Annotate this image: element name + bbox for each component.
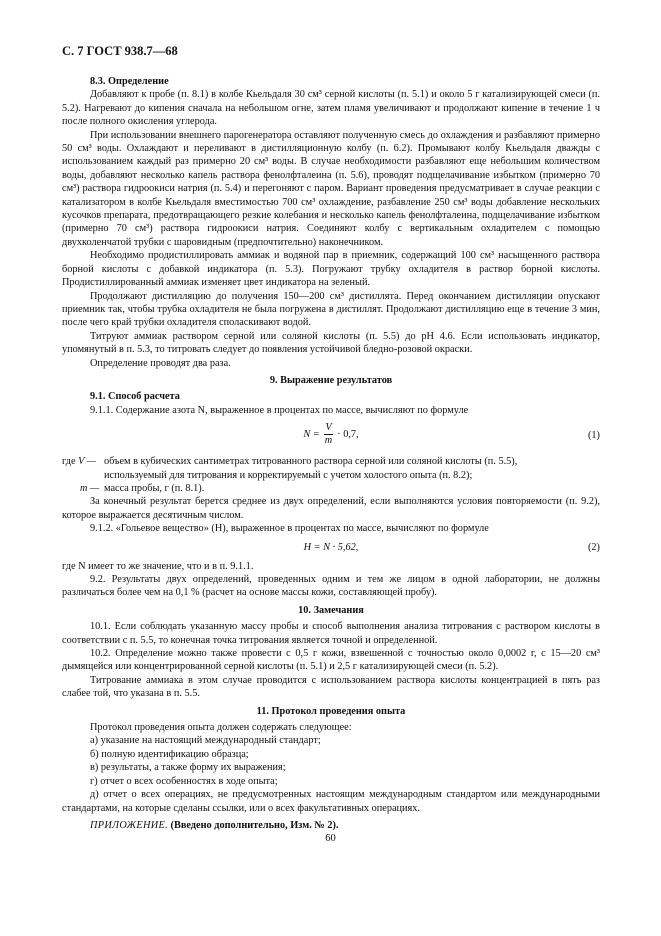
list-item: б) полную идентификацию образца; [90,748,249,760]
formula-expression: H = N · 5,62, [303,541,359,553]
section-11-heading: 11. Протокол проведения опыта [256,705,406,717]
formula-1 [62,420,600,452]
formula-lhs: N = [303,429,320,441]
list-item: а) указание на настоящий международный стандарт; [90,735,321,747]
definition-continuation: используемый для титрования и корректируемый с учетом холостого опыта (п. 8.2); [104,469,473,481]
formula-rhs: · 0,7, [337,429,359,441]
section-10-heading: 10. Замечания [298,604,364,616]
variable-definitions [62,455,600,495]
paragraph: Продолжают дистилляцию до получения 150—200 см³ дистиллята. Перед окончанием дистилляции опускают приемник так, чтобы трубка охладителя не была погружена в дистиллят. Продолжают дистилляцию еще в течение 3 мин, после чего край трубки охладителя споласкивают водой. [62,290,600,329]
paragraph: 9.2. Результаты двух определений, проведенных одним и тем же лицом в одной лаборатории, не должны различаться более чем на 0,1 % (расчет на основе массы кожи, составляющей пробу). [62,574,600,599]
section-8-3-heading: 8.3. Определение [90,76,169,87]
paragraph: 9.1.1. Содержание азота N, выраженное в процентах по массе, вычисляют по формуле [90,404,469,416]
definition-text: объем в кубических сантиметрах титрованного раствора серной или соляной кислоты (п. 5.5), [104,456,518,468]
fraction [324,422,332,447]
paragraph: Определение проводят два раза. [90,357,231,369]
section-9-1-heading: 9.1. Способ расчета [90,391,180,403]
paragraph: Необходимо продистиллировать аммиак и водяной пар в приемник, содержащий 100 см³ насыщенного раствора борной кислоты с добавкой индикатора (п. 5.3). Погружают трубку охладителя в раствор борной кислоты. Продистиллированный аммиак изменяет цвет индикатора на зеленый. [62,250,600,289]
paragraph: Протокол проведения опыта должен содержать следующее: [90,722,352,734]
paragraph: 10.1. Если соблюдать указанную массу пробы и способ выполнения анализа титрования с раствором кислоты в соответствии с п. 5.5, то конечная точка титрования является точной и определенной. [62,621,600,646]
paragraph: За конечный результат берется среднее из двух определений, если выполняются условия повторяемости (п. 9.2), которое выражается десятичным числом. [62,496,600,521]
paragraph: Добавляют к пробе (п. 8.1) в колбе Кьельдаля 30 см³ серной кислоты (п. 5.1) и около 5 г катализирующей смеси (п. 5.2). Нагревают до кипения сначала на небольшом огне, затем пламя увеличивают и продолжают кипение в течение 1 ч после полного окисления углерода. [62,89,600,128]
list-item: в) результаты, а также форму их выражения; [90,762,286,774]
page-number: 60 [325,833,336,844]
where-word: где [62,456,76,468]
section-9-heading: 9. Выражение результатов [269,374,393,386]
formula-2 [62,539,600,557]
appendix-label: ПРИЛОЖЕНИЕ. [90,819,168,831]
term-v: V — [78,456,96,468]
paragraph: 10.2. Определение можно также провести с 0,5 г кожи, взвешенной с точностью около 0,0002 г, с 15—20 см³ дымящейся или концентрированной серной кислоты (п. 5.1) и 2,5 г катализирующей смеси (п. 5.2). [62,648,600,673]
paragraph: где N имеет то же значение, что и в п. 9.1.1. [62,560,254,572]
fraction-numerator: V [325,422,332,434]
page-content [62,75,600,832]
term-m: m — [80,482,100,494]
fraction-denominator: m [324,435,333,447]
running-header: С. 7 ГОСТ 938.7—68 [62,44,178,58]
list-item: д) отчет о всех операциях, не предусмотренных настоящим международным стандартом или международными стандартами, на которые сделаны ссылки, или о всех факультативных операциях. [62,789,600,814]
paragraph: Титруют аммиак раствором серной или соляной кислоты (п. 5.5) до pH 4.6. Если использовать индикатор, упомянутый в п. 5.3, то титровать следует до появления устойчивой бледно-розовой окраски. [62,330,600,356]
appendix-note [90,819,600,832]
appendix-amendment: (Введено дополнительно, Изм. № 2). [170,819,339,831]
paragraph: 9.1.2. «Гольевое вещество» (H), выраженное в процентах по массе, вычисляют по формуле [90,523,489,535]
definition-term [62,455,104,468]
definition-text: масса пробы, г (п. 8.1). [104,482,205,494]
paragraph: Титрование аммиака в этом случае проводится с использованием раствора кислоты концентрацией в пять раз слабее той, что указана в п. 5.5. [62,674,600,700]
formula-number: (1) [587,430,600,442]
list-item: г) отчет о всех особенностях в ходе опыта; [90,775,278,787]
definition-term [62,482,104,495]
paragraph: При использовании внешнего парогенератора оставляют полученную смесь до охлаждения и разбавляют примерно 50 см³ воды. Охлаждают и переливают в дистилляционную колбу (п. 6.2). Промывают колбу Кьельдаля дважды с использованием каждый раз примерно 20 см³ воды. В случае необходимости разбавляют еще небольшим количеством воды, добавляют несколько капель раствора фенолфталеина (п. 5.6), проводят подщелачивание избытком (примерно 70 см³) раствора гидроокиси натрия (п. 5.4) и перегоняют с паром. Вариант проведения предусматривает в случае реакции с катализатором в колбе Кьельдаля вместимостью 700 см³ охлаждение, разбавление 250 см³ воды добавление нескольких кусочков препарата, предотвращающего резкие колебания и несколько капель фенолфталеина, подщелачивание избытком (примерно 70 см³) раствора гидроокиси натрия. Соединяют колбу с вертикальным охладителем с помощью двухколенчатой трубки с шаровидным (предпочтительно) наконечником. [62,129,600,248]
formula-number: (2) [587,541,600,553]
